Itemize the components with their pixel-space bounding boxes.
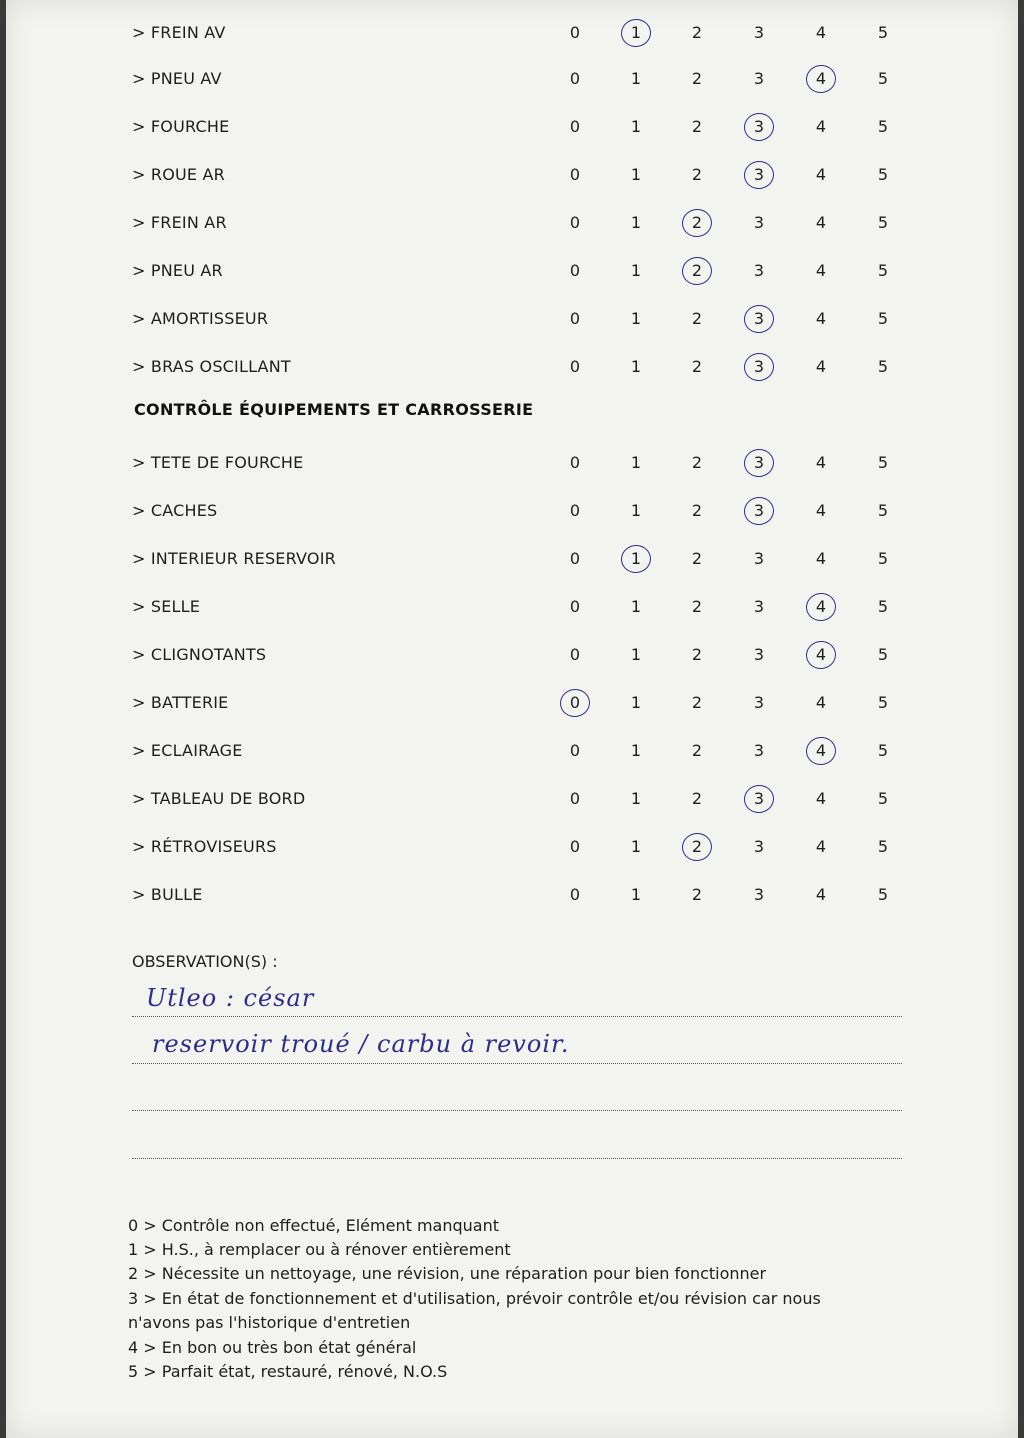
item-label: > ROUE AR [132, 165, 225, 184]
rating-option[interactable]: 3 [753, 549, 765, 568]
rating-option[interactable]: 2 [691, 885, 703, 904]
equip-row [6, 592, 1018, 622]
equip-row [6, 784, 1018, 814]
rating-option[interactable]: 5 [877, 501, 889, 520]
item-label: > BRAS OSCILLANT [132, 357, 291, 376]
section-heading-equipements: CONTRÔLE ÉQUIPEMENTS ET CARROSSERIE [134, 400, 534, 419]
rating-option[interactable]: 4 [815, 309, 827, 328]
rating-option[interactable]: 0 [569, 357, 581, 376]
rating-option[interactable]: 3 [753, 885, 765, 904]
item-label: > RÉTROVISEURS [132, 837, 277, 856]
equip-row [6, 736, 1018, 766]
rating-option[interactable]: 3 [753, 69, 765, 88]
item-label: > AMORTISSEUR [132, 309, 269, 328]
rating-selected[interactable]: 2 [684, 832, 710, 862]
rating-option[interactable]: 0 [569, 837, 581, 856]
rating-option[interactable]: 2 [691, 549, 703, 568]
rating-option[interactable]: 5 [877, 837, 889, 856]
rating-selected[interactable]: 3 [746, 304, 772, 334]
rating-option[interactable]: 3 [753, 741, 765, 760]
item-label: > PNEU AV [132, 69, 222, 88]
rating-option[interactable]: 2 [691, 69, 703, 88]
rating-option[interactable]: 4 [815, 693, 827, 712]
rating-selected[interactable]: 0 [562, 688, 588, 718]
rating-option[interactable]: 1 [630, 597, 642, 616]
rating-option[interactable]: 3 [753, 837, 765, 856]
rating-option[interactable]: 2 [691, 645, 703, 664]
rating-option[interactable]: 5 [877, 213, 889, 232]
rating-selected[interactable]: 3 [746, 352, 772, 382]
rating-option[interactable]: 1 [630, 69, 642, 88]
rating-option[interactable]: 3 [753, 261, 765, 280]
rating-option[interactable]: 1 [630, 741, 642, 760]
mech-row [6, 208, 1018, 238]
legend-1: 1 > H.S., à remplacer ou à rénover entièrement [128, 1240, 511, 1259]
equip-row [6, 880, 1018, 910]
item-label: > BULLE [132, 885, 203, 904]
rating-selected[interactable]: 3 [746, 496, 772, 526]
rating-option[interactable]: 0 [569, 453, 581, 472]
equip-row [6, 448, 1018, 478]
item-label: > INTERIEUR RESERVOIR [132, 549, 336, 568]
rating-option[interactable]: 2 [691, 453, 703, 472]
rating-selected[interactable]: 3 [746, 784, 772, 814]
rating-option[interactable]: 0 [569, 23, 581, 42]
rating-option[interactable]: 5 [877, 309, 889, 328]
rating-option[interactable]: 3 [753, 213, 765, 232]
rating-option[interactable]: 0 [569, 549, 581, 568]
legend-4: 4 > En bon ou très bon état général [128, 1338, 417, 1357]
rating-option[interactable]: 2 [691, 309, 703, 328]
rating-option[interactable]: 4 [815, 117, 827, 136]
rating-selected[interactable]: 3 [746, 448, 772, 478]
equip-row [6, 544, 1018, 574]
rating-selected[interactable]: 1 [623, 18, 649, 48]
rating-option[interactable]: 4 [815, 501, 827, 520]
rating-option[interactable]: 2 [691, 23, 703, 42]
rating-option[interactable]: 0 [569, 117, 581, 136]
rating-option[interactable]: 5 [877, 69, 889, 88]
observation-line-3 [132, 1110, 902, 1111]
observation-line-4 [132, 1158, 902, 1159]
observation-line-2 [132, 1063, 902, 1064]
rating-option[interactable]: 0 [569, 69, 581, 88]
rating-option[interactable]: 2 [691, 789, 703, 808]
rating-option[interactable]: 2 [691, 357, 703, 376]
rating-option[interactable]: 2 [691, 165, 703, 184]
rating-option[interactable]: 2 [691, 117, 703, 136]
rating-selected[interactable]: 2 [684, 208, 710, 238]
rating-option[interactable]: 4 [815, 885, 827, 904]
rating-option[interactable]: 2 [691, 501, 703, 520]
rating-option[interactable]: 5 [877, 645, 889, 664]
rating-option[interactable]: 0 [569, 165, 581, 184]
rating-option[interactable]: 1 [630, 645, 642, 664]
rating-option[interactable]: 0 [569, 741, 581, 760]
mech-row [6, 112, 1018, 142]
rating-selected[interactable]: 4 [808, 736, 834, 766]
item-label: > ECLAIRAGE [132, 741, 243, 760]
rating-option[interactable]: 5 [877, 693, 889, 712]
observation-line-1 [132, 1016, 902, 1017]
rating-option[interactable]: 1 [630, 309, 642, 328]
rating-option[interactable]: 5 [877, 885, 889, 904]
mech-row [6, 304, 1018, 334]
rating-option[interactable]: 1 [630, 261, 642, 280]
rating-option[interactable]: 1 [630, 357, 642, 376]
rating-option[interactable]: 5 [877, 453, 889, 472]
rating-option[interactable]: 3 [753, 597, 765, 616]
rating-option[interactable]: 0 [569, 261, 581, 280]
equip-row [6, 496, 1018, 526]
observations-label: OBSERVATION(S) : [132, 952, 278, 971]
handwritten-note-2: reservoir troué / carbu à revoir. [152, 1030, 570, 1058]
rating-option[interactable]: 1 [630, 501, 642, 520]
rating-option[interactable]: 1 [630, 789, 642, 808]
rating-option[interactable]: 1 [630, 117, 642, 136]
equip-row [6, 832, 1018, 862]
rating-selected[interactable]: 2 [684, 256, 710, 286]
rating-option[interactable]: 3 [753, 645, 765, 664]
rating-option[interactable]: 3 [753, 693, 765, 712]
rating-option[interactable]: 1 [630, 453, 642, 472]
legend-3-cont: n'avons pas l'historique d'entretien [128, 1313, 411, 1332]
rating-option[interactable]: 4 [815, 789, 827, 808]
item-label: > FOURCHE [132, 117, 230, 136]
rating-option[interactable]: 4 [815, 357, 827, 376]
rating-option[interactable]: 3 [753, 23, 765, 42]
rating-option[interactable]: 1 [630, 837, 642, 856]
item-label: > PNEU AR [132, 261, 223, 280]
equip-row [6, 688, 1018, 718]
rating-option[interactable]: 5 [877, 357, 889, 376]
rating-option[interactable]: 1 [630, 213, 642, 232]
rating-option[interactable]: 5 [877, 597, 889, 616]
rating-option[interactable]: 0 [569, 597, 581, 616]
legend-3: 3 > En état de fonctionnement et d'utilisation, prévoir contrôle et/ou révision car nous [128, 1289, 821, 1308]
rating-selected[interactable]: 4 [808, 592, 834, 622]
mech-row [6, 256, 1018, 286]
item-label: > FREIN AV [132, 23, 226, 42]
rating-option[interactable]: 5 [877, 549, 889, 568]
rating-option[interactable]: 5 [877, 261, 889, 280]
handwritten-note-1: Utleo : césar [146, 984, 315, 1012]
mech-row [6, 64, 1018, 94]
rating-selected[interactable]: 1 [623, 544, 649, 574]
rating-option[interactable]: 5 [877, 23, 889, 42]
rating-option[interactable]: 0 [569, 309, 581, 328]
rating-option[interactable]: 4 [815, 261, 827, 280]
rating-selected[interactable]: 3 [746, 112, 772, 142]
mech-row [6, 160, 1018, 190]
equip-row [6, 640, 1018, 670]
item-label: > TABLEAU DE BORD [132, 789, 306, 808]
legend-5: 5 > Parfait état, restauré, rénové, N.O.S [128, 1362, 448, 1381]
inspection-sheet [6, 0, 1018, 1438]
rating-option[interactable]: 2 [691, 693, 703, 712]
rating-option[interactable]: 2 [691, 597, 703, 616]
rating-option[interactable]: 5 [877, 165, 889, 184]
rating-option[interactable]: 4 [815, 549, 827, 568]
item-label: > CACHES [132, 501, 218, 520]
rating-selected[interactable]: 4 [808, 640, 834, 670]
rating-option[interactable]: 0 [569, 885, 581, 904]
item-label: > TETE DE FOURCHE [132, 453, 304, 472]
legend-2: 2 > Nécessite un nettoyage, une révision, une réparation pour bien fonctionner [128, 1264, 767, 1283]
rating-option[interactable]: 4 [815, 837, 827, 856]
rating-option[interactable]: 4 [815, 453, 827, 472]
rating-option[interactable]: 5 [877, 789, 889, 808]
rating-option[interactable]: 0 [569, 501, 581, 520]
item-label: > FREIN AR [132, 213, 227, 232]
rating-option[interactable]: 0 [569, 789, 581, 808]
rating-option[interactable]: 4 [815, 165, 827, 184]
rating-option[interactable]: 2 [691, 741, 703, 760]
item-label: > BATTERIE [132, 693, 229, 712]
rating-selected[interactable]: 4 [808, 64, 834, 94]
legend-0: 0 > Contrôle non effectué, Elément manquant [128, 1216, 499, 1235]
rating-option[interactable]: 5 [877, 117, 889, 136]
rating-option[interactable]: 0 [569, 645, 581, 664]
mech-row [6, 18, 1018, 48]
rating-option[interactable]: 4 [815, 213, 827, 232]
rating-option[interactable]: 1 [630, 693, 642, 712]
rating-selected[interactable]: 3 [746, 160, 772, 190]
item-label: > CLIGNOTANTS [132, 645, 267, 664]
mech-row [6, 352, 1018, 382]
rating-option[interactable]: 5 [877, 741, 889, 760]
rating-option[interactable]: 4 [815, 23, 827, 42]
item-label: > SELLE [132, 597, 201, 616]
rating-option[interactable]: 1 [630, 885, 642, 904]
rating-option[interactable]: 1 [630, 165, 642, 184]
rating-option[interactable]: 0 [569, 213, 581, 232]
